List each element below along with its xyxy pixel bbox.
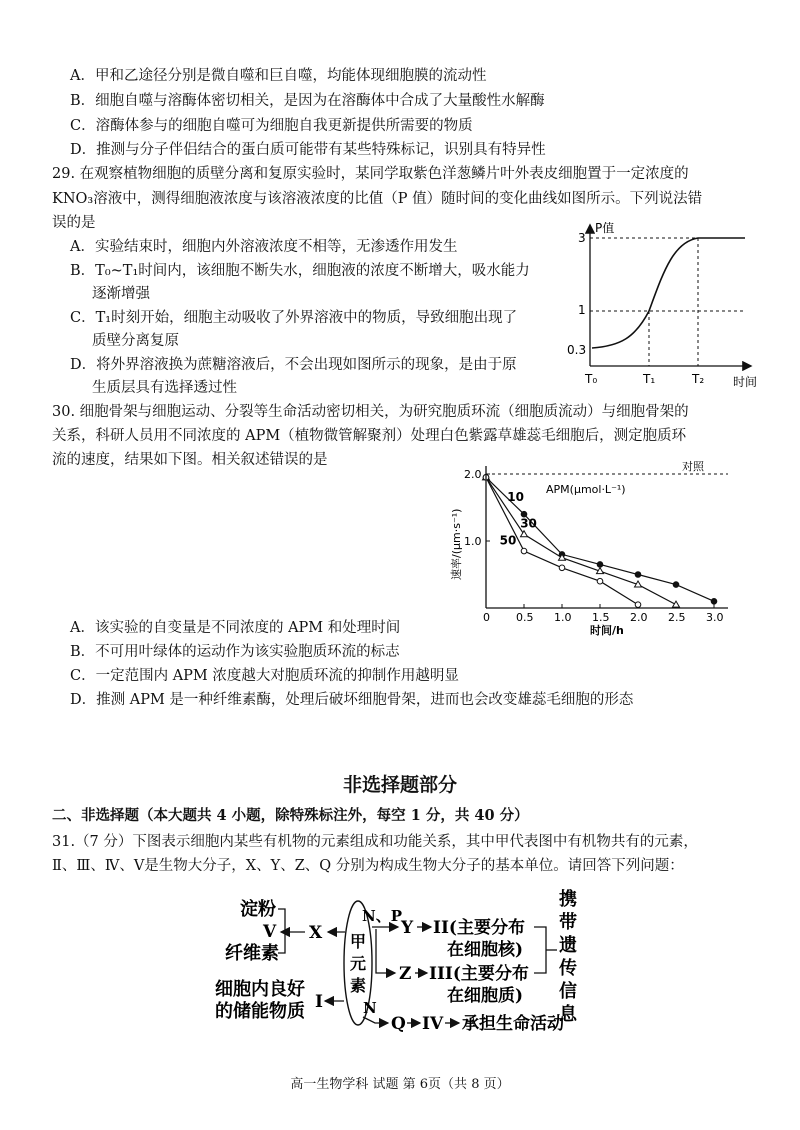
section-subtitle: 二、非选择题（本大题共 4 小题，除特殊标注外，每空 1 分，共 40 分） xyxy=(52,807,529,824)
macromolecule-iii-line-2: 在细胞质) xyxy=(447,986,524,1006)
starch-label: 淀粉 xyxy=(240,899,276,920)
storage-label-line-1: 细胞内良好 xyxy=(215,979,305,1000)
polysaccharide-v-label: V xyxy=(263,922,277,942)
q29-stem-line-2: KNO₃溶液中，测得细胞液浓度与该溶液浓度的比值（P 值）随时间的变化曲线如图所示。下列说法错 xyxy=(52,191,703,207)
molecule-i-label: I xyxy=(315,992,323,1012)
x-tick-label: 1.0 xyxy=(554,611,572,624)
monomer-y-label: Y xyxy=(401,918,414,938)
q29-stem-line-3: 误的是 xyxy=(52,215,96,231)
cellulose-label: 纤维素 xyxy=(225,943,279,964)
p-chart-xtick-t0: T₀ xyxy=(585,372,598,386)
q28-option-b: B．细胞自噬与溶酶体密切相关，是因为在溶酶体中合成了大量酸性水解酶 xyxy=(70,93,545,109)
q29-option-d: D．将外界溶液换为蔗糖溶液后，不会出现如图所示的现象，是由于原 xyxy=(70,357,517,373)
q30-stem-line-3: 流的速度，结果如下图。相关叙述错误的是 xyxy=(52,452,328,468)
series-point-50 xyxy=(521,548,527,554)
macromolecule-ii-line-1: II(主要分布 xyxy=(433,918,525,938)
storage-label-line-2: 的储能物质 xyxy=(215,1001,305,1022)
apm-chart-xlabel: 时间/h xyxy=(590,624,624,637)
q30-option-d: D．推测 APM 是一种纤维素酶，处理后破坏细胞骨架，进而也会改变雄蕊毛细胞的形态 xyxy=(70,692,634,708)
carry-info-char-6: 息 xyxy=(559,1004,577,1025)
carry-info-char-5: 信 xyxy=(559,981,577,1002)
macromolecule-ii-line-2: 在细胞核) xyxy=(447,940,524,960)
monomer-x-label: X xyxy=(309,923,323,943)
n-label: N xyxy=(363,999,377,1017)
element-jia-char-3: 素 xyxy=(350,976,367,995)
macromolecule-iv-label: IV xyxy=(422,1014,444,1034)
x-tick-label: 3.0 xyxy=(706,611,724,624)
carry-info-char-4: 传 xyxy=(559,958,577,979)
q29-option-d-cont: 生质层具有选择透过性 xyxy=(92,380,237,396)
q28-option-c: C．溶酶体参与的细胞自噬可为细胞自我更新提供所需要的物质 xyxy=(70,118,473,134)
element-jia-char-1: 甲 xyxy=(350,932,367,951)
q30-stem-line-2: 关系，科研人员用不同浓度的 APM（植物微管解聚剂）处理白色紫露草雄蕊毛细胞后，测定胞质环 xyxy=(52,428,687,444)
carry-info-char-1: 携 xyxy=(559,889,577,910)
q30-stem-line-1: 30. 细胞骨架与细胞运动、分裂等生命活动密切相关，为研究胞质环流（细胞质流动）与细胞骨架的 xyxy=(52,404,689,420)
q28-option-a: A．甲和乙途径分别是微自噬和巨自噬，均能体现细胞膜的流动性 xyxy=(70,68,487,84)
life-activity-label: 承担生命活动 xyxy=(462,1014,564,1034)
carry-info-char-2: 带 xyxy=(559,912,577,933)
q29-option-c-cont: 质壁分离复原 xyxy=(92,333,179,349)
apm-control-label: 对照 xyxy=(682,460,704,473)
p-chart-ytick-1: 1 xyxy=(578,303,586,317)
series-point-30 xyxy=(673,601,680,607)
y-tick-label: 1.0 xyxy=(464,535,482,548)
p-value-curve xyxy=(592,238,745,348)
page-footer: 高一生物学科 试题 第 6页（共 8 页） xyxy=(290,1077,510,1092)
p-value-chart xyxy=(565,218,765,393)
series-point-50 xyxy=(559,565,565,571)
apm-rate-chart xyxy=(440,458,760,638)
series-point-10 xyxy=(597,562,603,568)
element-jia-char-2: 元 xyxy=(350,954,367,973)
series-label-10: 10 xyxy=(507,489,524,504)
x-tick-label: 2.0 xyxy=(630,611,648,624)
q28-option-d: D．推测与分子伴侣结合的蛋白质可能带有某些特殊标记，识别具有特异性 xyxy=(70,142,546,158)
section-title: 非选择题部分 xyxy=(342,774,457,796)
p-chart-ylabel: P值 xyxy=(595,221,615,235)
series-point-10 xyxy=(635,572,641,578)
carry-info-char-3: 遗 xyxy=(559,935,577,956)
series-label-30: 30 xyxy=(520,516,537,531)
monomer-q-label: Q xyxy=(391,1014,406,1034)
q30-option-a: A．该实验的自变量是不同浓度的 APM 和处理时间 xyxy=(70,620,401,636)
x-tick-label: 2.5 xyxy=(668,611,686,624)
q29-option-a: A．实验结束时，细胞内外溶液浓度不相等，无渗透作用发生 xyxy=(70,239,458,255)
element-diagram xyxy=(205,885,605,1040)
x-tick-label: 0.5 xyxy=(516,611,534,624)
q31-line-1: 31.（7 分）下图表示细胞内某些有机物的元素组成和功能关系，其中甲代表图中有机物共有的元素， xyxy=(52,834,698,850)
series-point-50 xyxy=(635,602,641,608)
q29-option-c: C．T₁时刻开始，细胞主动吸收了外界溶液中的物质，导致细胞出现了 xyxy=(70,310,518,326)
p-chart-ytick-3: 3 xyxy=(578,231,586,245)
np-label: N、P xyxy=(362,907,402,925)
p-chart-ytick-03: 0.3 xyxy=(567,343,587,357)
apm-chart-ylabel: 速率/(μm·s⁻¹) xyxy=(450,508,463,580)
x-tick-label: 0 xyxy=(483,611,490,624)
p-chart-xtick-t1: T₁ xyxy=(643,372,656,386)
q29-stem-line-1: 29. 在观察植物细胞的质壁分离和复原实验时，某同学取紫色洋葱鳞片叶外表皮细胞置于一定浓度的 xyxy=(52,166,689,182)
monomer-z-label: Z xyxy=(399,964,412,984)
q29-option-b-cont: 逐渐增强 xyxy=(92,286,150,302)
series-label-50: 50 xyxy=(499,533,517,548)
y-tick-label: 2.0 xyxy=(464,468,482,481)
series-point-10 xyxy=(673,582,679,588)
p-chart-xtick-t2: T₂ xyxy=(692,372,705,386)
series-point-10 xyxy=(711,599,717,605)
x-tick-label: 1.5 xyxy=(592,611,610,624)
q30-option-c: C．一定范围内 APM 浓度越大对胞质环流的抑制作用越明显 xyxy=(70,668,459,684)
q29-option-b: B．T₀~T₁时间内，该细胞不断失水，细胞液的浓度不断增大，吸水能力 xyxy=(70,263,530,279)
macromolecule-iii-line-1: III(主要分布 xyxy=(429,964,529,984)
p-chart-xlabel: 时间 xyxy=(733,375,758,389)
series-point-50 xyxy=(597,578,603,584)
q30-option-b: B．不可用叶绿体的运动作为该实验胞质环流的标志 xyxy=(70,644,400,660)
q31-line-2: Ⅱ、Ⅲ、Ⅳ、Ⅴ是生物大分子，X、Y、Z、Q 分别为构成生物大分子的基本单位。请回答下列问题： xyxy=(52,858,684,874)
apm-legend-title: APM(μmol·L⁻¹) xyxy=(546,483,626,496)
